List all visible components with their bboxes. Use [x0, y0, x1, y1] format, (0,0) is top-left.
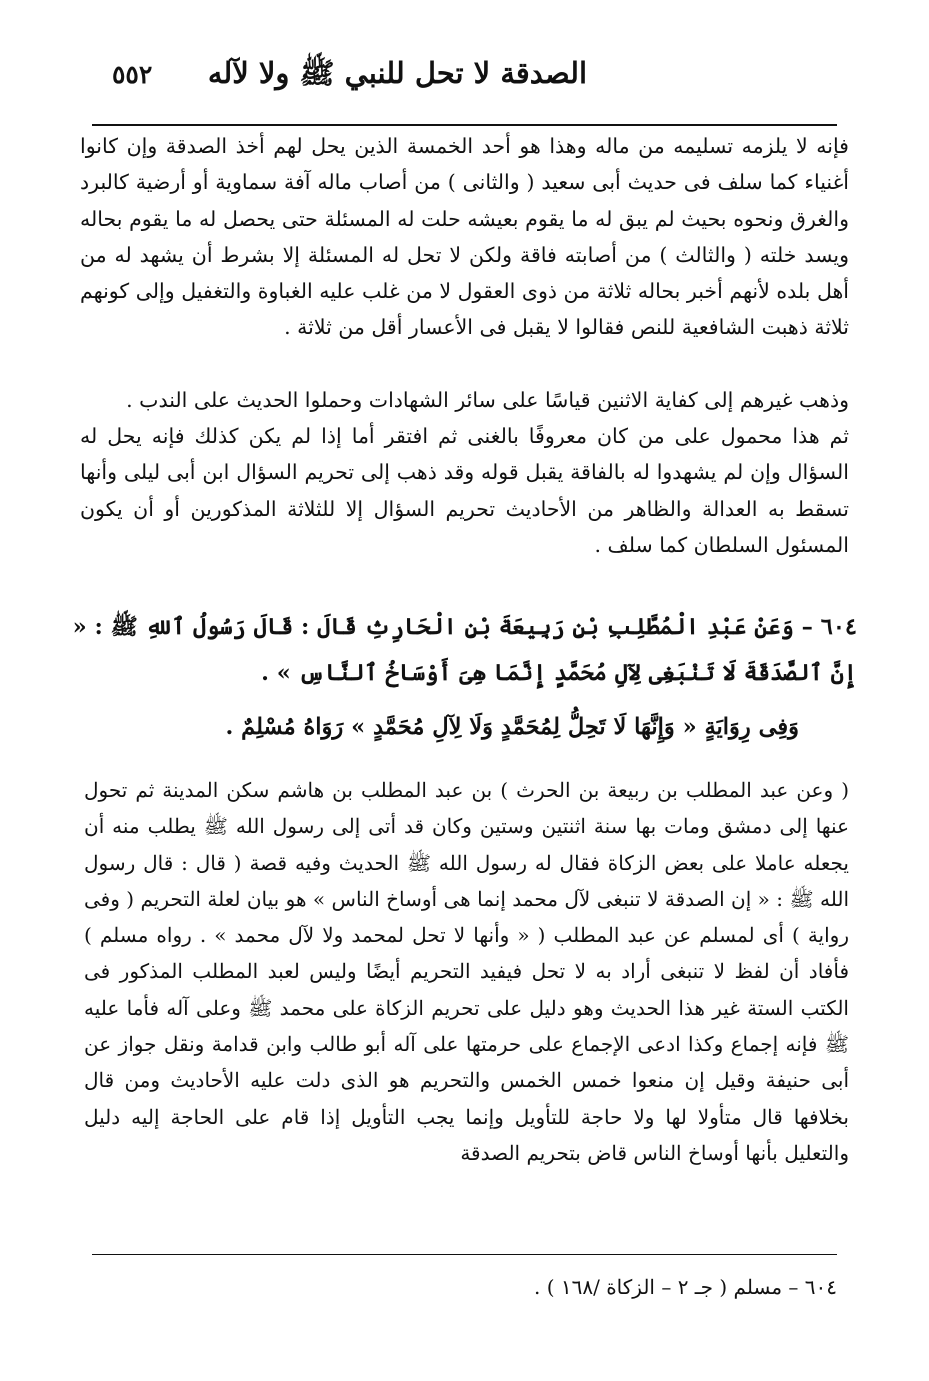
commentary-paragraph: ( وعن عبد المطلب بن ربيعة بن الحرث ) بن عبد المطلب بن هاشم سكن المدينة ثم تحول عنها إلى دمشق ومات بها سنة اثنتين وستين وكان قد أتى إلى رسول الله ﷺ يطلب منه أن يجعله عاملا على بعض الزكاة فقال له رسول الله ﷺ الحديث وفيه قصة ( قال : قال رسول الله ﷺ : « إن الصدقة لا تنبغى لآل محمد إنما هى أوساخ الناس » هو بيان لعلة التحريم ( وفى رواية ) أى لمسلم عن عبد المطلب ( « وأنها لا تحل لمحمد ولا لآل محمد » . رواه مسلم ) فأفاد أن لفظ لا تنبغى أراد به لا تحل فيفيد التحريم أيضًا وليس لعبد المطلب المذكور فى الكتب الستة غير هذا الحديث وهو دليل على تحريم الزكاة على محمد ﷺ وعلى آله فأما عليه ﷺ فإنه إجماع وكذا ادعى الإجماع على حرمتها على آله أبو طالب وابن قدامة ونقل جواز عن أبى حنيفة وقيل إن منعوا خمس الخمس والتحريم هو الذى دلت عليه الأحاديث ومن قال بخلافها قال متأولا لها ولا حاجة للتأويل وإنما يجب التأويل إذا قام على الحاجة إليه دليل والتعليل بأنها أوساخ الناس قاض بتحريم الصدقة [84, 778, 850, 1165]
hadith-text: ٦٠٤ – وَعَنْ عَبْدِ الْمُطَّلِبِ بْنِ رَبِيعَةَ بْنِ الْحَارِثِ قَالَ : قَالَ رَسُولُ ٱللهِ ﷺ : « إِنَّ ٱلصَّدَقَةَ لَا تَنْبَغِى لِآلِ مُحَمَّدٍ إِنَّمَا هِىَ أَوْسَاخُ ٱلنَّاسِ » . [72, 614, 857, 686]
footnote: ٦٠٤ – مسلم ( جـ ٢ – الزكاة /١٦٨ ) . [534, 1275, 837, 1299]
body-paragraph-3: ثم هذا محمول على من كان معروفًا بالغنى ثم افتقر أما إذا لم يكن كذلك فإنه يحل له السؤال وإن لم يشهدوا له بالفاقة يقبل قوله وقد ذهب إلى تحريم السؤال ابن أبى ليلى وأنها تسقط به العدالة والظاهر من الأحاديث تحريم السؤال إلا للثلاثة المذكورين أو أن يكون المسئول السلطان كما سلف . [80, 424, 849, 557]
page-number: ٥٥٢ [112, 60, 153, 89]
hadith-alternate-narration: وَفِى رِوَايَةٍ « وَإِنَّهَا لَا تَحِلُّ لِمُحَمَّدٍ وَلَا لِآلِ مُحَمَّدٍ » رَوَاهُ مُسْلِمٌ . [225, 714, 799, 740]
header-rule [92, 124, 837, 126]
body-paragraph-2: وذهب غيرهم إلى كفاية الاثنين قياسًا على سائر الشهادات وحملوا الحديث على الندب . [126, 388, 849, 412]
page-header [92, 50, 837, 100]
running-title: الصدقة لا تحل للنبي ﷺ ولا لآله [207, 56, 587, 90]
footnote-rule [92, 1254, 837, 1255]
body-paragraph-1: فإنه لا يلزمه تسليمه من ماله وهذا هو أحد الخمسة الذين يحل لهم أخذ الصدقة وإن كانوا أغنياء كما سلف فى حديث أبى سعيد ( والثانى ) من أصاب ماله آفة سماوية أو أرضية كالبرد والغرق ونحوه بحيث لم يبق له ما يقوم بعيشه حلت له المسئلة حتى يحصل له ما يقوم بحاله ويسد خلته ( والثالث ) من أصابته فاقة ولكن لا تحل له المسئلة إلا بشرط أن يشهد له من أهل بلده لأنهم أخبر بحاله ثلاثة من ذوى العقول لا من غلب عليه الغباوة والتغفيل وإلى كونهم ثلاثة ذهبت الشافعية للنص فقالوا لا يقبل فى الأعسار أقل من ثلاثة . [80, 134, 849, 340]
